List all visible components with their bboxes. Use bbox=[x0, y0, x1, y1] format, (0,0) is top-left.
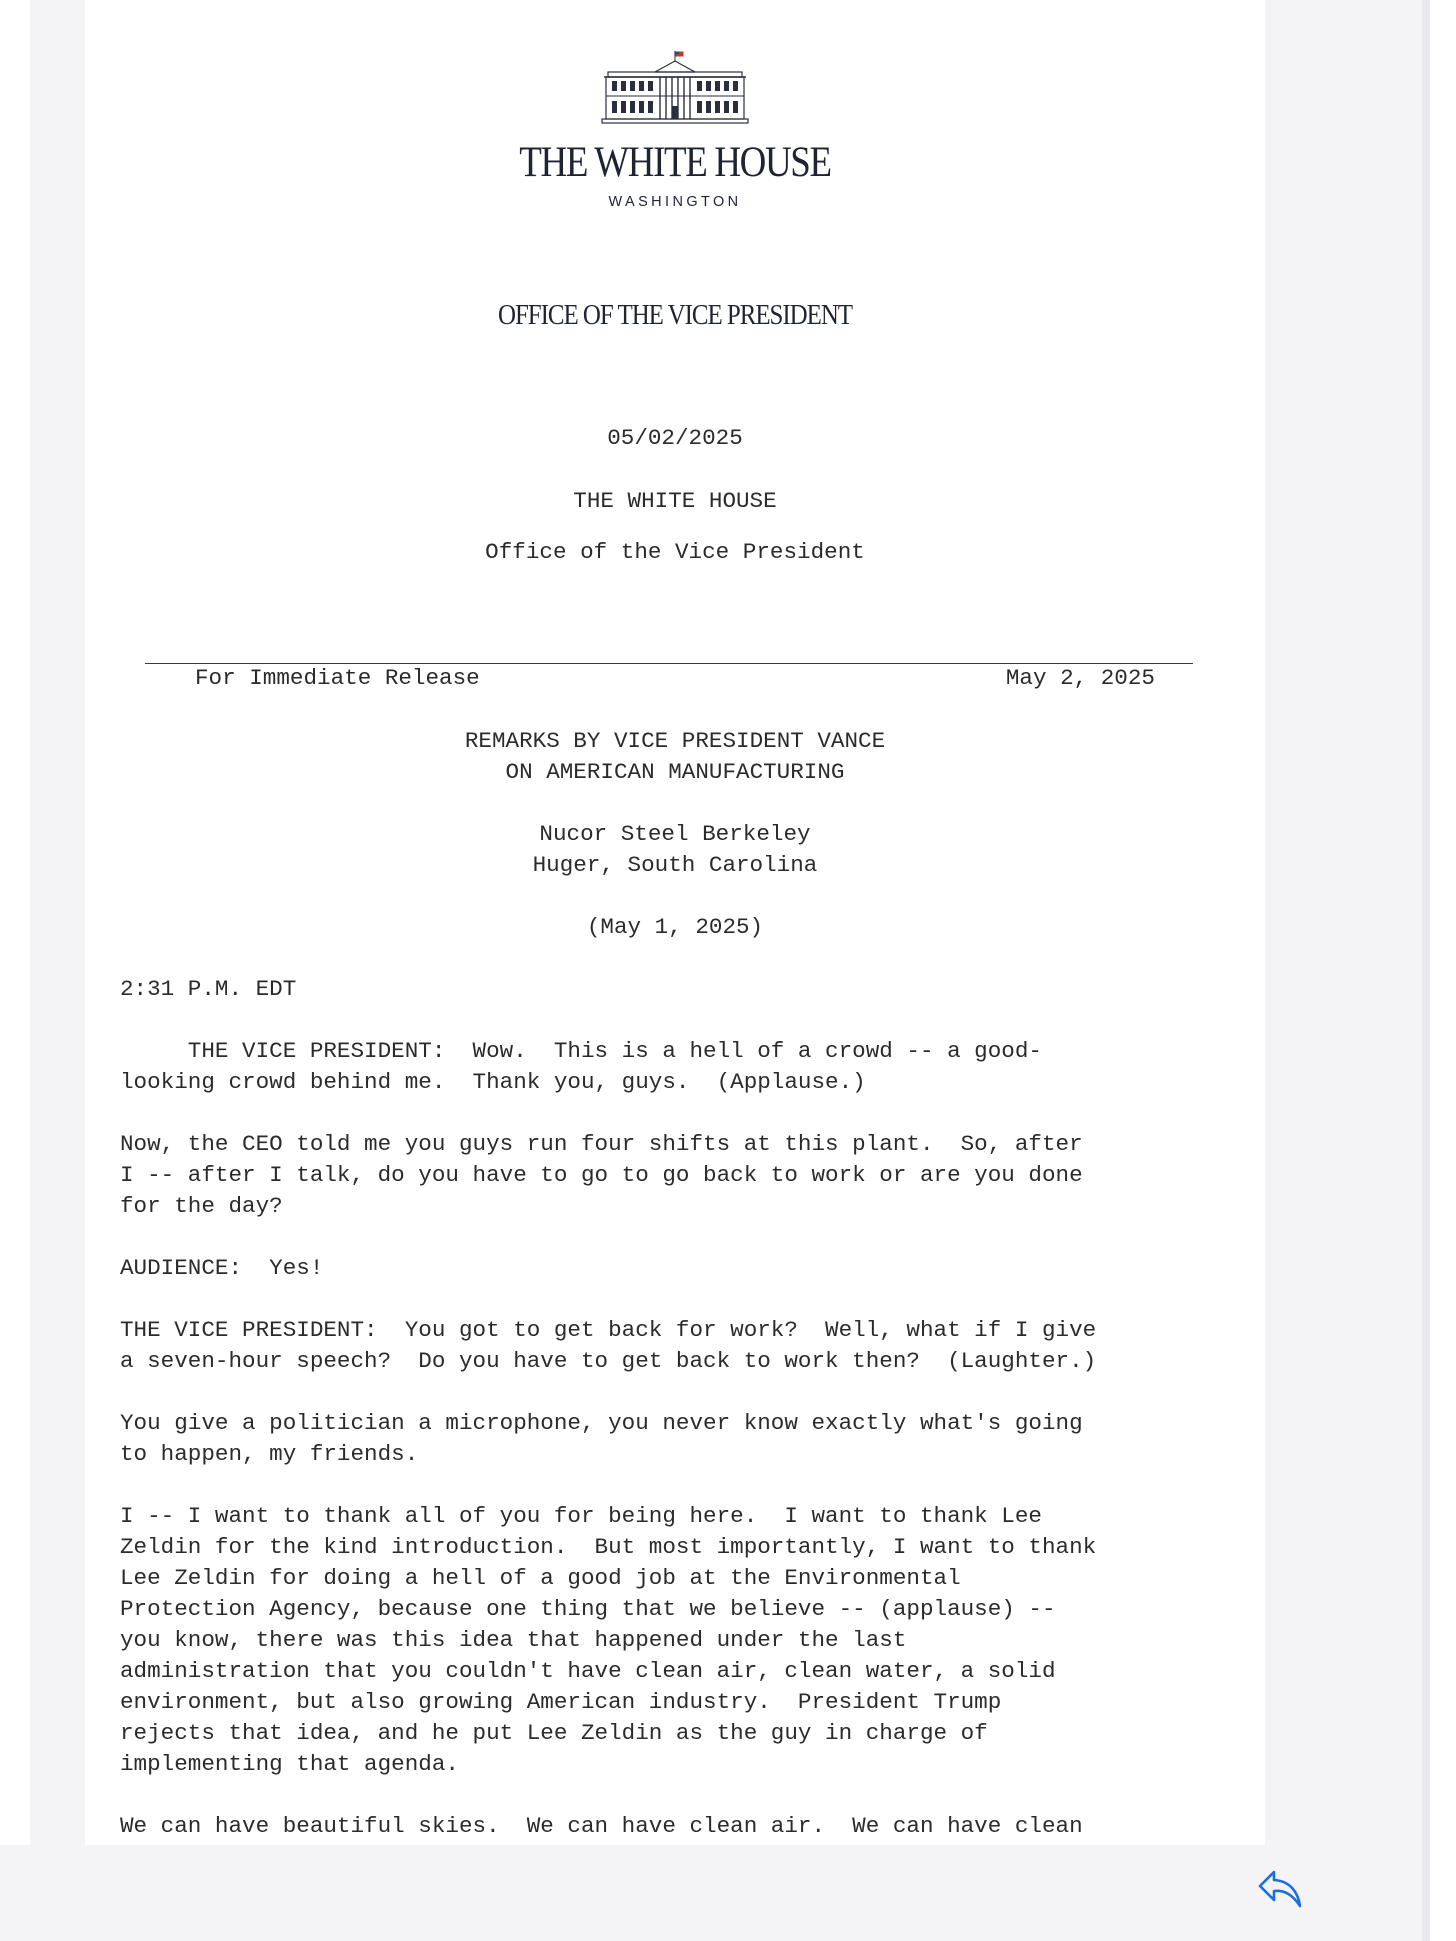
body-text-line: We can have beautiful skies. We can have clean air. We can have clean bbox=[120, 1813, 1083, 1839]
letterhead-subtitle: WASHINGTON bbox=[608, 194, 742, 210]
document-page bbox=[85, 0, 1265, 1941]
body-text-line: THE VICE PRESIDENT: Wow. This is a hell of a crowd -- a good- bbox=[120, 1038, 1042, 1064]
body-text-line: THE VICE PRESIDENT: You got to get back for work? Well, what if I give bbox=[120, 1317, 1097, 1343]
body-text-line: administration that you couldn't have clean air, clean water, a solid bbox=[120, 1658, 1056, 1684]
location-line-1: Nucor Steel Berkeley bbox=[539, 821, 811, 847]
body-text-line: I -- after I talk, do you have to go to go back to work or are you done bbox=[120, 1162, 1083, 1188]
office-title: OFFICE OF THE VICE PRESIDENT bbox=[497, 299, 853, 331]
body-text-line: environment, but also growing American industry. President Trump bbox=[120, 1689, 1002, 1715]
body-text-line: looking crowd behind me. Thank you, guys. (Applause.) bbox=[120, 1069, 866, 1095]
header-line-1: THE WHITE HOUSE bbox=[573, 488, 777, 514]
body-text-line: implementing that agenda. bbox=[120, 1751, 459, 1777]
headline-line-2: ON AMERICAN MANUFACTURING bbox=[505, 759, 845, 785]
separator-rule bbox=[145, 663, 1193, 664]
reply-icon bbox=[1256, 1866, 1304, 1910]
location-line-2: Huger, South Carolina bbox=[532, 852, 818, 878]
document-date: 05/02/2025 bbox=[607, 425, 743, 451]
body-text-line: I -- I want to thank all of you for being here. I want to thank Lee bbox=[120, 1503, 1042, 1529]
release-date: May 2, 2025 bbox=[1005, 665, 1155, 691]
body-text-line: you know, there was this idea that happened under the last bbox=[120, 1627, 907, 1653]
body-text-line: You give a politician a microphone, you never know exactly what's going bbox=[120, 1410, 1083, 1436]
scrollbar-track[interactable] bbox=[1422, 0, 1430, 1941]
body-text-line: AUDIENCE: Yes! bbox=[120, 1255, 324, 1281]
headline-line-1: REMARKS BY VICE PRESIDENT VANCE bbox=[464, 728, 886, 754]
release-label: For Immediate Release bbox=[195, 665, 480, 691]
event-date: (May 1, 2025) bbox=[586, 914, 764, 940]
body-text-line: to happen, my friends. bbox=[120, 1441, 419, 1467]
body-text-line: rejects that idea, and he put Lee Zeldin as the guy in charge of bbox=[120, 1720, 988, 1746]
letterhead-title: THE WHITE HOUSE bbox=[519, 139, 831, 186]
white-house-logo-icon bbox=[600, 50, 750, 126]
body-text-line: Now, the CEO told me you guys run four shifts at this plant. So, after bbox=[120, 1131, 1083, 1157]
bottom-toolbar bbox=[0, 1845, 1410, 1941]
body-text-line: Zeldin for the kind introduction. But most importantly, I want to thank bbox=[120, 1534, 1097, 1560]
header-line-2: Office of the Vice President bbox=[485, 539, 865, 565]
event-time: 2:31 P.M. EDT bbox=[120, 976, 297, 1002]
body-text-line: Lee Zeldin for doing a hell of a good job at the Environmental bbox=[120, 1565, 961, 1591]
body-text-line: for the day? bbox=[120, 1193, 283, 1219]
body-text-line: a seven-hour speech? Do you have to get back to work then? (Laughter.) bbox=[120, 1348, 1097, 1374]
reply-button[interactable] bbox=[1254, 1862, 1306, 1914]
body-text-line: Protection Agency, because one thing that we believe -- (applause) -- bbox=[120, 1596, 1056, 1622]
